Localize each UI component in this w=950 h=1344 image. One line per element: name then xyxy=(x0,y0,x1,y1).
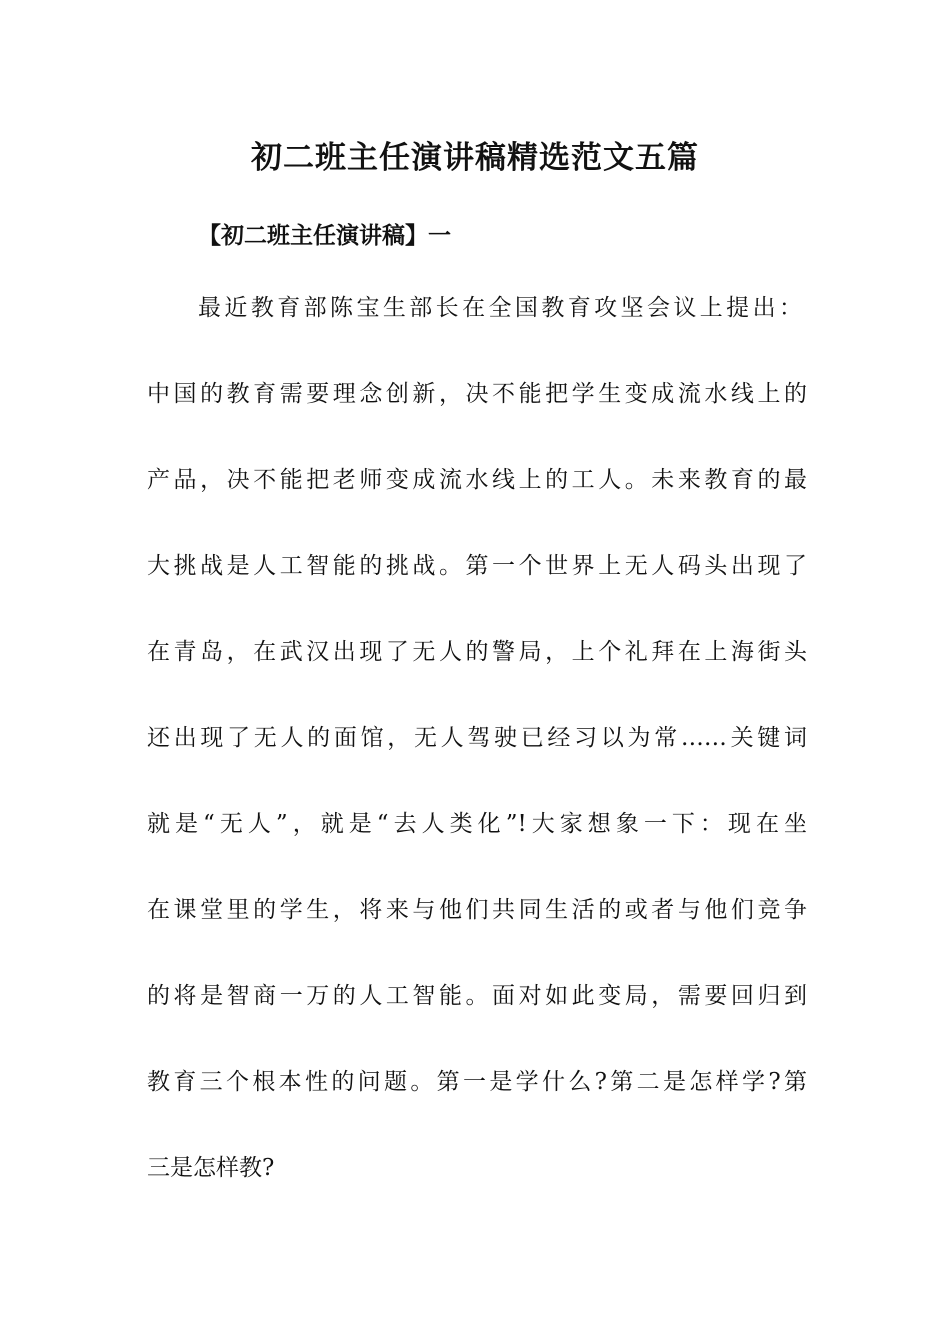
paragraph-line: 在青岛，在武汉出现了无人的警局，上个礼拜在上海街头 xyxy=(147,639,807,665)
paragraph-line: 三是怎样教? xyxy=(147,1155,275,1181)
paragraph-line: 还出现了无人的面馆，无人驾驶已经习以为常……关键词 xyxy=(147,725,807,751)
paragraph-line: 中国的教育需要理念创新，决不能把学生变成流水线上的 xyxy=(147,381,807,407)
paragraph-line: 教育三个根本性的问题。第一是学什么?第二是怎样学?第 xyxy=(147,1069,807,1095)
paragraph-line: 大挑战是人工智能的挑战。第一个世界上无人码头出现了 xyxy=(147,553,807,579)
section-heading: 【初二班主任演讲稿】一 xyxy=(198,223,451,249)
paragraph-line: 在课堂里的学生，将来与他们共同生活的或者与他们竞争 xyxy=(147,897,807,923)
paragraph-line: 就是“无人”，就是“去人类化”!大家想象一下：现在坐 xyxy=(147,811,807,837)
paragraph-line: 产品，决不能把老师变成流水线上的工人。未来教育的最 xyxy=(147,467,807,493)
document-title: 初二班主任演讲稿精选范文五篇 xyxy=(251,140,699,176)
paragraph-line: 最近教育部陈宝生部长在全国教育攻坚会议上提出： xyxy=(198,295,802,321)
paragraph-line: 的将是智商一万的人工智能。面对如此变局，需要回归到 xyxy=(147,983,807,1009)
